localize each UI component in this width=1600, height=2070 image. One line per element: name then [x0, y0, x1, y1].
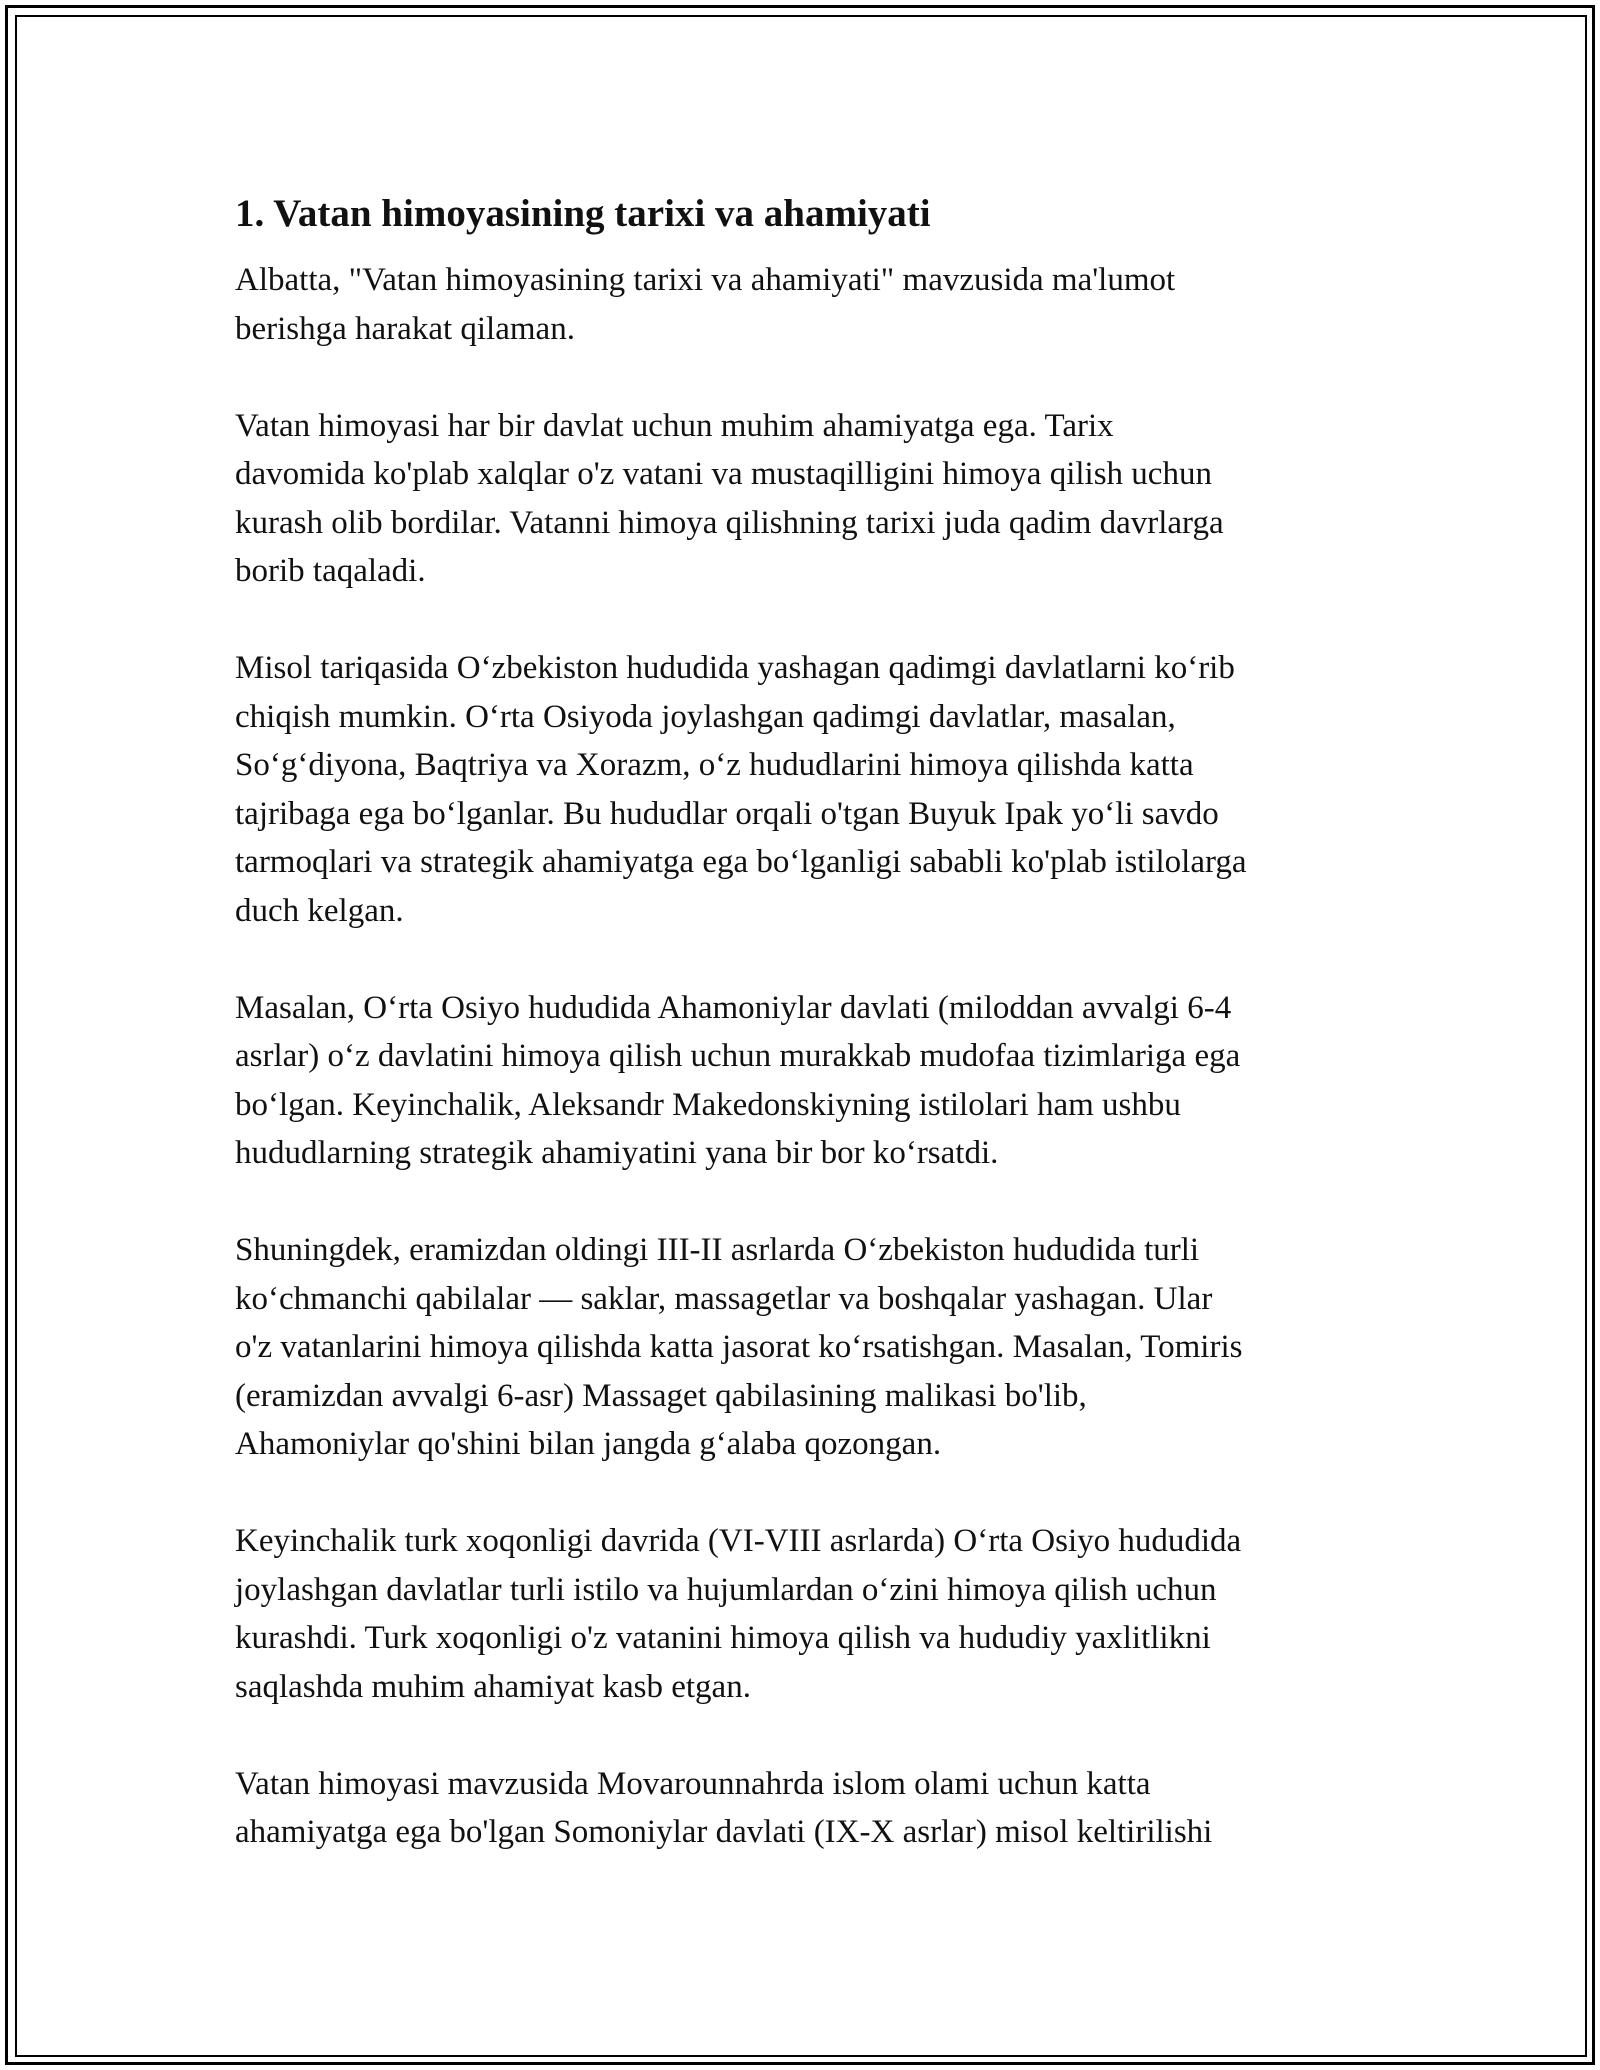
paragraph-line: kurashdi. Turk xoqonligi o'z vatanini himoya qilish va hududiy yaxlitlikni — [235, 1620, 1211, 1656]
paragraph — [235, 1226, 1375, 1469]
paragraph-line: ahamiyatga ega bo'lgan Somoniylar davlati (IX-X asrlar) misol keltirilishi — [235, 1814, 1213, 1850]
paragraph-line: Vatan himoyasi har bir davlat uchun muhim ahamiyatga ega. Tarix — [235, 407, 1114, 444]
paragraph — [235, 1760, 1375, 1857]
paragraph-line: borib taqaladi. — [235, 553, 426, 589]
paragraph — [235, 984, 1375, 1178]
paragraph-line: berishga harakat qilaman. — [235, 310, 575, 347]
paragraph-line: tajribaga ega bo‘lganlar. Bu hududlar orqali o'tgan Buyuk Ipak yo‘li savdo — [235, 795, 1219, 832]
paragraph-line: bo‘lgan. Keyinchalik, Aleksandr Makedonskiyning istilolari ham ushbu — [235, 1086, 1181, 1123]
paragraph-line: hududlarning strategik ahamiyatini yana bir bor ko‘rsatdi. — [235, 1135, 999, 1171]
paragraph — [235, 1517, 1375, 1711]
paragraph-line: asrlar) o‘z davlatini himoya qilish uchun murakkab mudofaa tizimlariga ega — [235, 1038, 1241, 1074]
paragraph-line: (eramizdan avvalgi 6-asr) Massaget qabilasining malikasi bo'lib, — [235, 1377, 1087, 1414]
section-heading: 1. Vatan himoyasining tarixi va ahamiyati — [235, 192, 931, 235]
paragraph-line: kurash olib bordilar. Vatanni himoya qilishning tarixi juda qadim davrlarga — [235, 504, 1224, 541]
paragraph-line: ko‘chmanchi qabilalar — saklar, massagetlar va boshqalar yashagan. Ular — [235, 1280, 1213, 1317]
paragraph-line: saqlashda muhim ahamiyat kasb etgan. — [235, 1668, 751, 1705]
document-body — [235, 188, 1375, 1905]
paragraph-line: o'z vatanlarini himoya qilishda katta jasorat ko‘rsatishgan. Masalan, Tomiris — [235, 1329, 1243, 1365]
paragraph — [235, 256, 1375, 353]
paragraph — [235, 644, 1375, 935]
paragraph-line: So‘g‘diyona, Baqtriya va Xorazm, o‘z hududlarini himoya qilishda katta — [235, 747, 1194, 783]
paragraph-line: Misol tariqasida O‘zbekiston hududida yashagan qadimgi davlatlarni ko‘rib — [235, 650, 1235, 686]
paragraph-line: Ahamoniylar qo'shini bilan jangda g‘alaba qozongan. — [235, 1426, 942, 1462]
paragraph — [235, 402, 1375, 596]
paragraph-line: duch kelgan. — [235, 892, 404, 929]
paragraph-line: Masalan, O‘rta Osiyo hududida Ahamoniylar davlati (miloddan avvalgi 6-4 — [235, 989, 1232, 1026]
paragraph-list — [235, 256, 1375, 1857]
paragraph-line: davomida ko'plab xalqlar o'z vatani va mustaqilligini himoya qilish uchun — [235, 456, 1212, 492]
paragraph-line: Keyinchalik turk xoqonligi davrida (VI-VIII asrlarda) O‘rta Osiyo hududida — [235, 1523, 1242, 1559]
paragraph-line: chiqish mumkin. O‘rta Osiyoda joylashgan qadimgi davlatlar, masalan, — [235, 698, 1176, 735]
paragraph-line: tarmoqlari va strategik ahamiyatga ega bo‘lganligi sababli ko'plab istilolarga — [235, 844, 1247, 880]
paragraph-line: joylashgan davlatlar turli istilo va hujumlardan o‘zini himoya qilish uchun — [235, 1571, 1217, 1608]
paragraph-line: Vatan himoyasi mavzusida Movarounnahrda islom olami uchun katta — [235, 1765, 1151, 1802]
paragraph-line: Shuningdek, eramizdan oldingi III-II asrlarda O‘zbekiston hududida turli — [235, 1232, 1200, 1268]
paragraph-line: Albatta, "Vatan himoyasining tarixi va ahamiyati" mavzusida ma'lumot — [235, 262, 1176, 298]
